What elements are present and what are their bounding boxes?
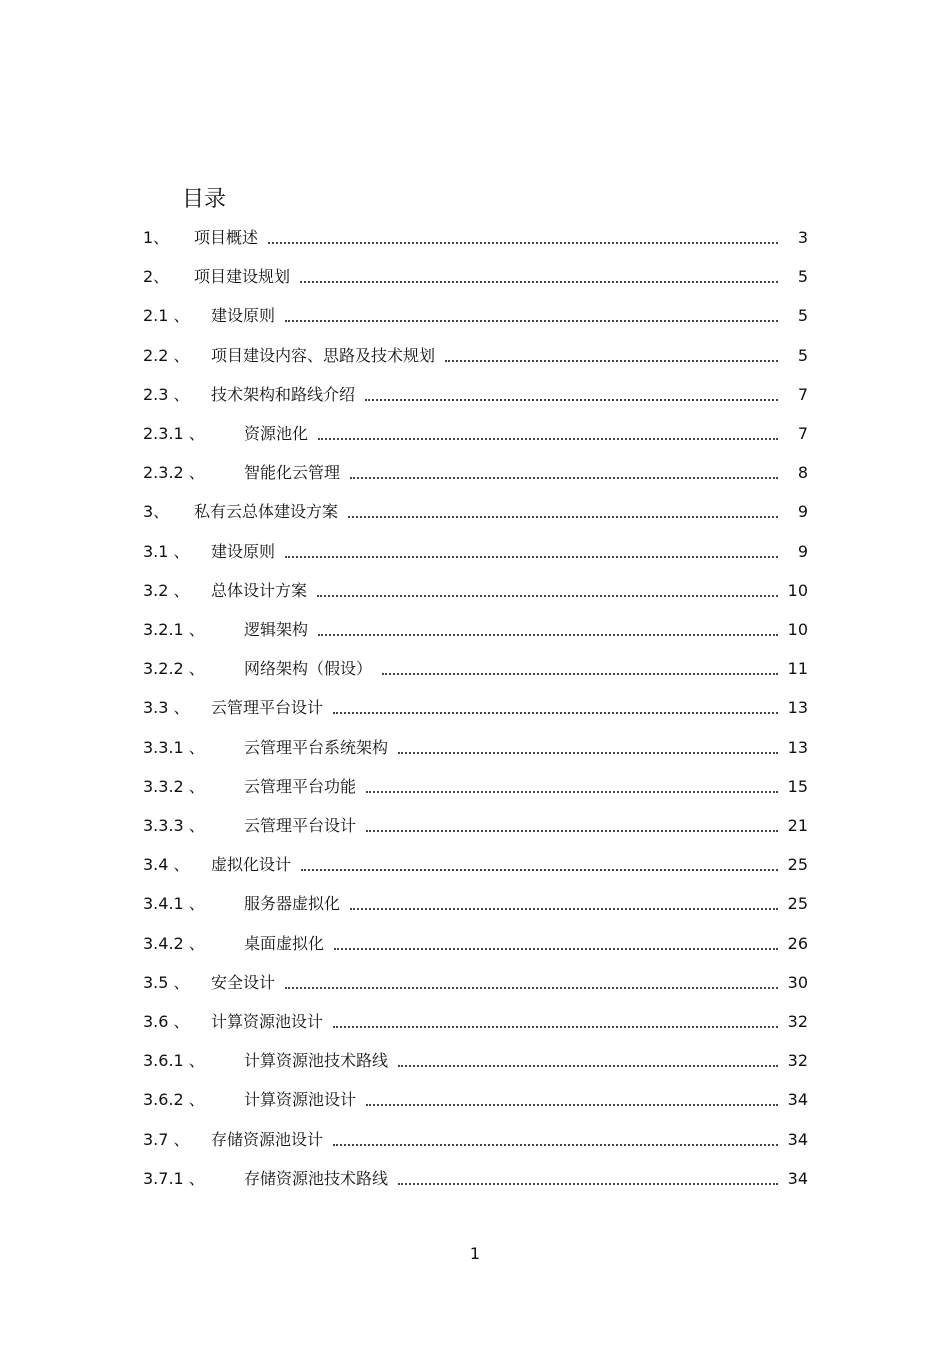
toc-dot-leader <box>365 395 778 401</box>
toc-entry-page: 32 <box>787 1051 808 1071</box>
toc-entry-page: 3 <box>797 228 808 247</box>
toc-entry-title: 存储资源池设计 <box>211 1129 324 1149</box>
toc-entry[interactable] <box>143 698 808 718</box>
toc-entry-title: 计算资源池设计 <box>244 1090 357 1110</box>
toc-entry[interactable] <box>143 659 808 679</box>
toc-entry-page: 34 <box>787 1168 808 1188</box>
toc-entry[interactable] <box>143 1051 808 1071</box>
toc-entry-title: 建设原则 <box>211 541 276 561</box>
toc-entry-title: 云管理平台设计 <box>211 698 324 718</box>
toc-entry[interactable] <box>143 855 808 875</box>
toc-entry-title: 项目建设内容、思路及技术规划 <box>211 345 436 365</box>
toc-entry[interactable] <box>143 894 808 914</box>
toc-entry-page: 11 <box>787 659 808 679</box>
toc-dot-leader <box>366 787 778 793</box>
toc-entry-number: 2.3.2 、 <box>143 463 205 483</box>
toc-entry-title: 计算资源池设计 <box>211 1012 324 1031</box>
toc-entry-page: 32 <box>787 1012 808 1031</box>
toc-entry-page: 9 <box>797 541 808 561</box>
toc-entry-number: 3、 <box>143 502 170 522</box>
toc-entry[interactable] <box>143 267 808 287</box>
toc-entry-number: 3.2.1 、 <box>143 620 205 639</box>
toc-entry-page: 15 <box>787 776 808 796</box>
toc-entry-page: 10 <box>787 580 808 600</box>
toc-entry-title: 私有云总体建设方案 <box>194 502 339 522</box>
toc-entry-title: 计算资源池技术路线 <box>244 1051 389 1071</box>
toc-dot-leader <box>333 1140 778 1146</box>
toc-entry[interactable] <box>143 385 808 405</box>
toc-title: 目录 <box>182 187 227 212</box>
toc-entry-page: 21 <box>787 816 808 835</box>
toc-entry[interactable] <box>143 816 808 836</box>
toc-dot-leader <box>318 434 778 440</box>
toc-entry-number: 1、 <box>143 228 170 247</box>
toc-entry-title: 项目概述 <box>194 228 259 247</box>
toc-entry-page: 5 <box>797 267 808 287</box>
toc-entry[interactable] <box>143 620 808 640</box>
toc-entry-page: 34 <box>787 1090 808 1110</box>
toc-entry-number: 3.3 、 <box>143 698 190 718</box>
toc-entry-number: 3.5 、 <box>143 972 190 992</box>
toc-entry-page: 30 <box>787 972 808 992</box>
toc-entry-number: 2.3.1 、 <box>143 424 205 443</box>
toc-dot-leader <box>366 1100 778 1106</box>
toc-entry-number: 2.3 、 <box>143 384 190 404</box>
toc-entry[interactable] <box>143 1012 808 1032</box>
toc-entry-page: 13 <box>787 737 808 757</box>
toc-entry-number: 3.3.1 、 <box>143 737 205 757</box>
toc-dot-leader <box>318 630 778 636</box>
toc-entry-number: 3.7.1 、 <box>143 1168 205 1188</box>
toc-entry-number: 3.6.2 、 <box>143 1090 205 1110</box>
toc-entry-number: 3.1 、 <box>143 541 190 561</box>
toc-entry[interactable] <box>143 777 808 797</box>
toc-entry-number: 3.2 、 <box>143 580 190 600</box>
toc-dot-leader <box>334 944 778 950</box>
toc-entry-number: 3.4 、 <box>143 855 190 875</box>
toc-dot-leader <box>398 748 778 754</box>
toc-entry-number: 3.4.2 、 <box>143 933 205 953</box>
toc-entry-page: 34 <box>787 1129 808 1149</box>
toc-entry-page: 7 <box>797 384 808 404</box>
toc-entry-title: 安全设计 <box>211 972 276 992</box>
toc-entry[interactable] <box>143 934 808 954</box>
toc-dot-leader <box>333 1022 778 1028</box>
toc-entry[interactable] <box>143 973 808 993</box>
toc-entry-page: 10 <box>787 620 808 639</box>
toc-dot-leader <box>285 552 778 558</box>
toc-entry-title: 资源池化 <box>244 424 309 443</box>
toc-dot-leader <box>350 473 778 479</box>
toc-entry[interactable] <box>143 581 808 601</box>
toc-entry-number: 3.6.1 、 <box>143 1051 205 1071</box>
toc-entry-number: 2.1 、 <box>143 306 190 326</box>
toc-entry-number: 3.6 、 <box>143 1012 190 1031</box>
toc-dot-leader <box>398 1061 778 1067</box>
toc-entry[interactable] <box>143 1169 808 1189</box>
toc-entry[interactable] <box>143 228 808 248</box>
toc-entry-page: 5 <box>797 345 808 365</box>
toc-entry[interactable] <box>143 542 808 562</box>
toc-entry-title: 建设原则 <box>211 306 276 326</box>
toc-entry-page: 26 <box>787 933 808 953</box>
toc-dot-leader <box>445 356 778 362</box>
toc-entry-number: 3.3.2 、 <box>143 776 205 796</box>
toc-entry-title: 服务器虚拟化 <box>244 894 341 914</box>
toc-entry-number: 3.7 、 <box>143 1129 190 1149</box>
toc-entry-title: 桌面虚拟化 <box>244 933 325 953</box>
toc-entry-title: 技术架构和路线介绍 <box>211 384 356 404</box>
toc-dot-leader <box>301 865 778 871</box>
toc-entry-page: 5 <box>797 306 808 326</box>
toc-entry-title: 逻辑架构 <box>244 620 309 639</box>
toc-entry-page: 8 <box>797 463 808 483</box>
toc-dot-leader <box>348 512 778 518</box>
toc-dot-leader <box>382 669 778 675</box>
toc-entry-title: 总体设计方案 <box>211 580 308 600</box>
toc-entry-number: 3.2.2 、 <box>143 659 205 679</box>
toc-entry-title: 智能化云管理 <box>244 463 341 483</box>
toc-entry-title: 云管理平台设计 <box>244 816 357 835</box>
toc-dot-leader <box>300 277 778 283</box>
toc-dot-leader <box>398 1179 778 1185</box>
toc-entry-number: 2.2 、 <box>143 345 190 365</box>
toc-entry-title: 云管理平台系统架构 <box>244 737 389 757</box>
toc-entry-title: 虚拟化设计 <box>211 855 292 875</box>
toc-entry[interactable] <box>143 346 808 366</box>
toc-entry-number: 2、 <box>143 267 170 287</box>
toc-entry[interactable] <box>143 306 808 326</box>
toc-dot-leader <box>285 983 778 989</box>
toc-dot-leader <box>268 238 778 244</box>
toc-entry-title: 存储资源池技术路线 <box>244 1168 389 1188</box>
toc-entry-number: 3.3.3 、 <box>143 816 205 835</box>
toc-entry[interactable] <box>143 502 808 522</box>
toc-entry-title: 云管理平台功能 <box>244 776 357 796</box>
toc-entry[interactable] <box>143 1130 808 1150</box>
toc-entry-page: 7 <box>797 424 808 443</box>
toc-entry[interactable] <box>143 463 808 483</box>
toc-entry-page: 9 <box>797 502 808 522</box>
toc-dot-leader <box>333 708 778 714</box>
toc-entry-title: 项目建设规划 <box>194 267 291 287</box>
toc-entry-title: 网络架构（假设） <box>244 659 373 679</box>
toc-entry[interactable] <box>143 1090 808 1110</box>
toc-entry-page: 25 <box>787 894 808 914</box>
toc-entry-page: 13 <box>787 698 808 718</box>
toc-dot-leader <box>285 316 778 322</box>
toc-dot-leader <box>317 591 778 597</box>
toc-dot-leader <box>366 826 778 832</box>
toc-entry-number: 3.4.1 、 <box>143 894 205 914</box>
toc-dot-leader <box>350 904 778 910</box>
toc-entry[interactable] <box>143 424 808 444</box>
toc-entry-page: 25 <box>787 855 808 875</box>
page-number: 1 <box>469 1244 481 1263</box>
toc-entry[interactable] <box>143 738 808 758</box>
